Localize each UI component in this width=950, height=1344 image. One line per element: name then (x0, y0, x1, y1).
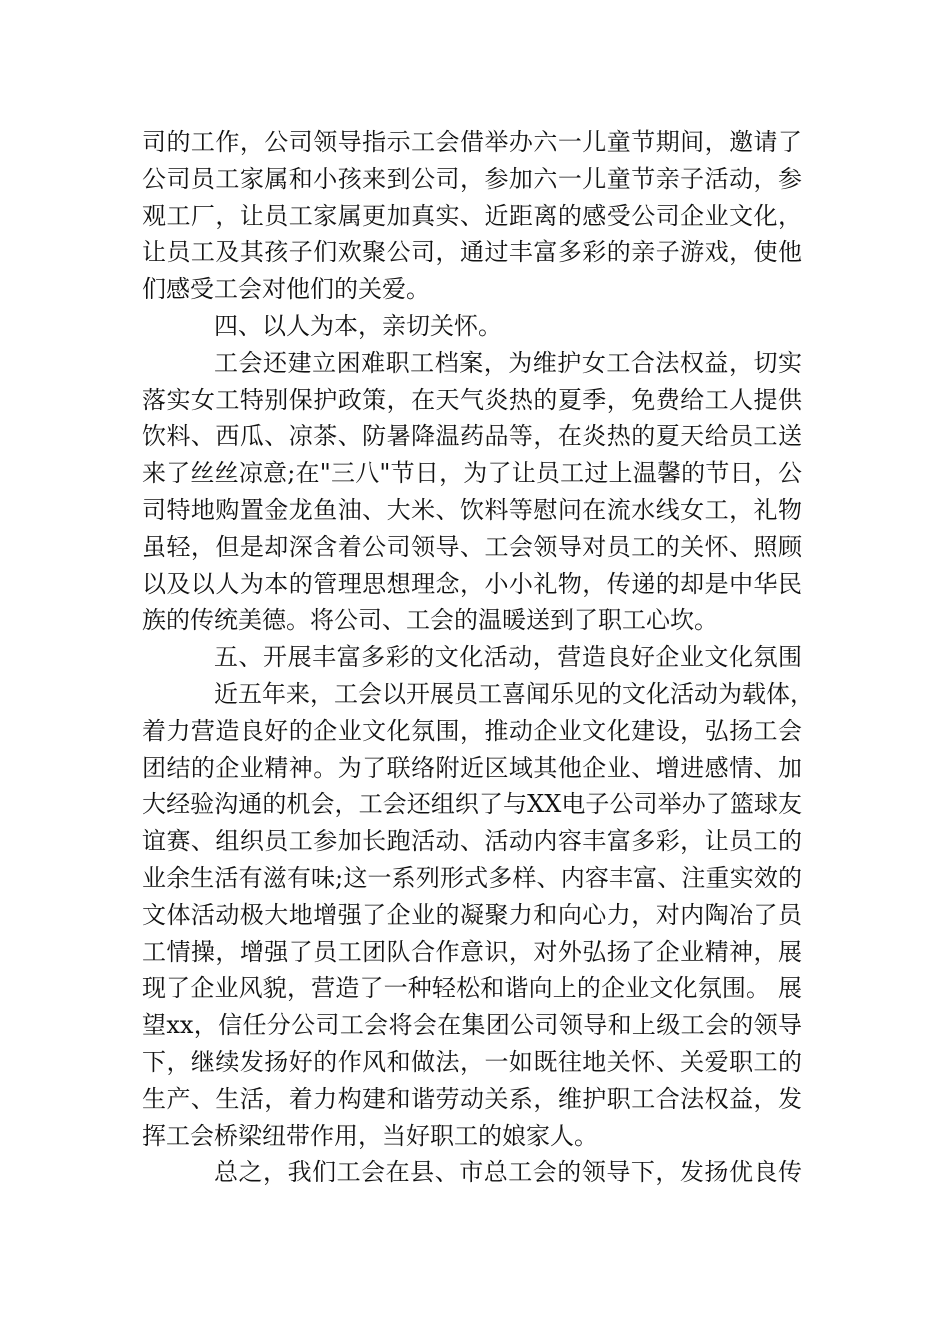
text-line: 公司员工家属和小孩来到公司，参加六一儿童节亲子活动，参 (142, 164, 802, 193)
text-line: 谊赛、组织员工参加长跑活动、活动内容丰富多彩，让员工的 (142, 827, 802, 856)
text-line: 五、开展丰富多彩的文化活动，营造良好企业文化氛围 (214, 643, 802, 672)
text-line: 着力营造良好的企业文化氛围，推动企业文化建设，弘扬工会 (142, 716, 802, 745)
text-line: 文体活动极大地增强了企业的凝聚力和向心力，对内陶冶了员 (142, 900, 802, 929)
text-line: 以及以人为本的管理思想理念，小小礼物，传递的却是中华民 (142, 569, 802, 598)
text-line: 大经验沟通的机会，工会还组织了与XX电子公司举办了篮球友 (142, 790, 802, 819)
text-line: 司的工作，公司领导指示工会借举办六一儿童节期间，邀请了 (142, 128, 802, 156)
text-line: 团结的企业精神。为了联络附近区域其他企业、增进感情、加 (142, 753, 802, 782)
text-line: 司特地购置金龙鱼油、大米、饮料等慰问在流水线女工，礼物 (142, 495, 802, 524)
text-line: 族的传统美德。将公司、工会的温暖送到了职工心坎。 (142, 606, 718, 635)
text-line: 总之，我们工会在县、市总工会的领导下，发扬优良传 (214, 1158, 802, 1187)
text-line: 落实女工特别保护政策，在天气炎热的夏季，免费给工人提供 (142, 385, 802, 414)
text-line: 挥工会桥梁纽带作用，当好职工的娘家人。 (142, 1121, 598, 1150)
text-line: 工会还建立困难职工档案，为维护女工合法权益，切实 (214, 348, 802, 377)
text-line: 近五年来，工会以开展员工喜闻乐见的文化活动为载体， (214, 679, 814, 708)
text-line: 生产、生活，着力构建和谐劳动关系，维护职工合法权益，发 (142, 1084, 802, 1113)
text-line: 们感受工会对他们的关爱。 (142, 275, 430, 304)
text-line: 工情操，增强了员工团队合作意识，对外弘扬了企业精神，展 (142, 937, 802, 966)
text-line: 望xx，信任分公司工会将会在集团公司领导和上级工会的领导 (142, 1011, 802, 1040)
text-line: 饮料、西瓜、凉茶、防暑降温药品等，在炎热的夏天给员工送 (142, 422, 802, 451)
text-line: 来了丝丝凉意;在"三八"节日，为了让员工过上温馨的节日，公 (142, 459, 802, 488)
text-line: 观工厂，让员工家属更加真实、近距离的感受公司企业文化， (142, 201, 802, 230)
document-body (142, 124, 814, 1191)
text-line: 业余生活有滋有味;这一系列形式多样、内容丰富、注重实效的 (142, 863, 802, 892)
text-line: 下，继续发扬好的作风和做法，一如既往地关怀、关爱职工的 (142, 1047, 802, 1076)
text-line: 四、以人为本，亲切关怀。 (214, 311, 502, 340)
text-line: 现了企业风貌，营造了一种轻松和谐向上的企业文化氛围。 展 (142, 974, 802, 1003)
text-line: 虽轻，但是却深含着公司领导、工会领导对员工的关怀、照顾 (142, 532, 802, 561)
text-line: 让员工及其孩子们欢聚公司，通过丰富多彩的亲子游戏，使他 (142, 238, 802, 267)
